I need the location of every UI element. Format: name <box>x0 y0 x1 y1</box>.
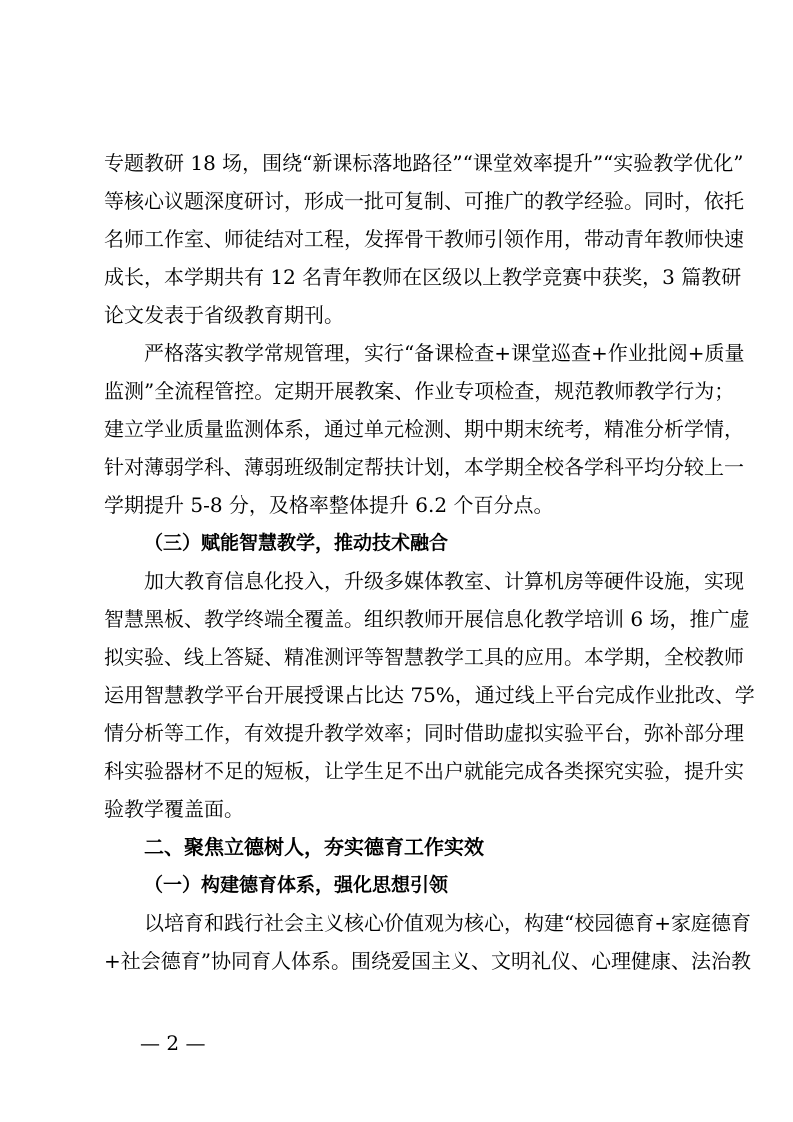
text-line: 等核心议题深度研讨，形成一批可复制、可推广的教学经验。同时，依托 <box>104 189 744 213</box>
text-line: 监测”全流程管控。定期开展教案、作业专项检查，规范教师教学行为； <box>104 379 735 403</box>
section-heading: （一）构建德育体系，强化思想引领 <box>144 874 449 896</box>
text-line: 名师工作室、师徒结对工程，发挥骨干教师引领作用，带动青年教师快速 <box>104 227 744 251</box>
text-line: 严格落实教学常规管理，实行“备课检查+课堂巡查+作业批阅+质量 <box>144 341 745 365</box>
text-line: 加大教育信息化投入，升级多媒体教室、计算机房等硬件设施，实现 <box>144 569 744 593</box>
text-line: 验教学覆盖面。 <box>104 797 244 821</box>
text-line: 针对薄弱学科、薄弱班级制定帮扶计划，本学期全校各学科平均分较上一 <box>104 455 744 479</box>
chapter-heading: 二、聚焦立德树人，夯实德育工作实效 <box>144 835 484 859</box>
text-line: +社会德育”协同育人体系。围绕爱国主义、文明礼仪、心理健康、法治教 <box>104 949 751 973</box>
text-line: 论文发表于省级教育期刊。 <box>104 303 344 327</box>
page-number: — 2 — <box>140 1031 206 1055</box>
text-line: 以培育和践行社会主义核心价值观为核心，构建“校园德育+家庭德育 <box>144 911 751 935</box>
text-line: 拟实验、线上答疑、精准测评等智慧教学工具的应用。本学期，全校教师 <box>104 645 744 669</box>
text-line: 建立学业质量监测体系，通过单元检测、期中期末统考，精准分析学情， <box>104 417 744 441</box>
text-line: 运用智慧教学平台开展授课占比达 75%，通过线上平台完成作业批改、学 <box>104 683 755 707</box>
text-line: 专题教研 18 场，围绕“新课标落地路径”“课堂效率提升”“实验教学优化” <box>104 151 744 175</box>
text-line: 学期提升 5-8 分，及格率整体提升 6.2 个百分点。 <box>104 493 554 517</box>
text-line: 情分析等工作，有效提升教学效率；同时借助虚拟实验平台，弥补部分理 <box>104 721 744 745</box>
section-heading: （三）赋能智慧教学，推动技术融合 <box>144 532 449 554</box>
text-line: 智慧黑板、教学终端全覆盖。组织教师开展信息化教学培训 6 场，推广虚 <box>104 607 750 631</box>
text-line: 科实验器材不足的短板，让学生足不出户就能完成各类探究实验，提升实 <box>104 759 744 783</box>
text-line: 成长，本学期共有 12 名青年教师在区级以上教学竞赛中获奖，3 篇教研 <box>104 265 742 289</box>
